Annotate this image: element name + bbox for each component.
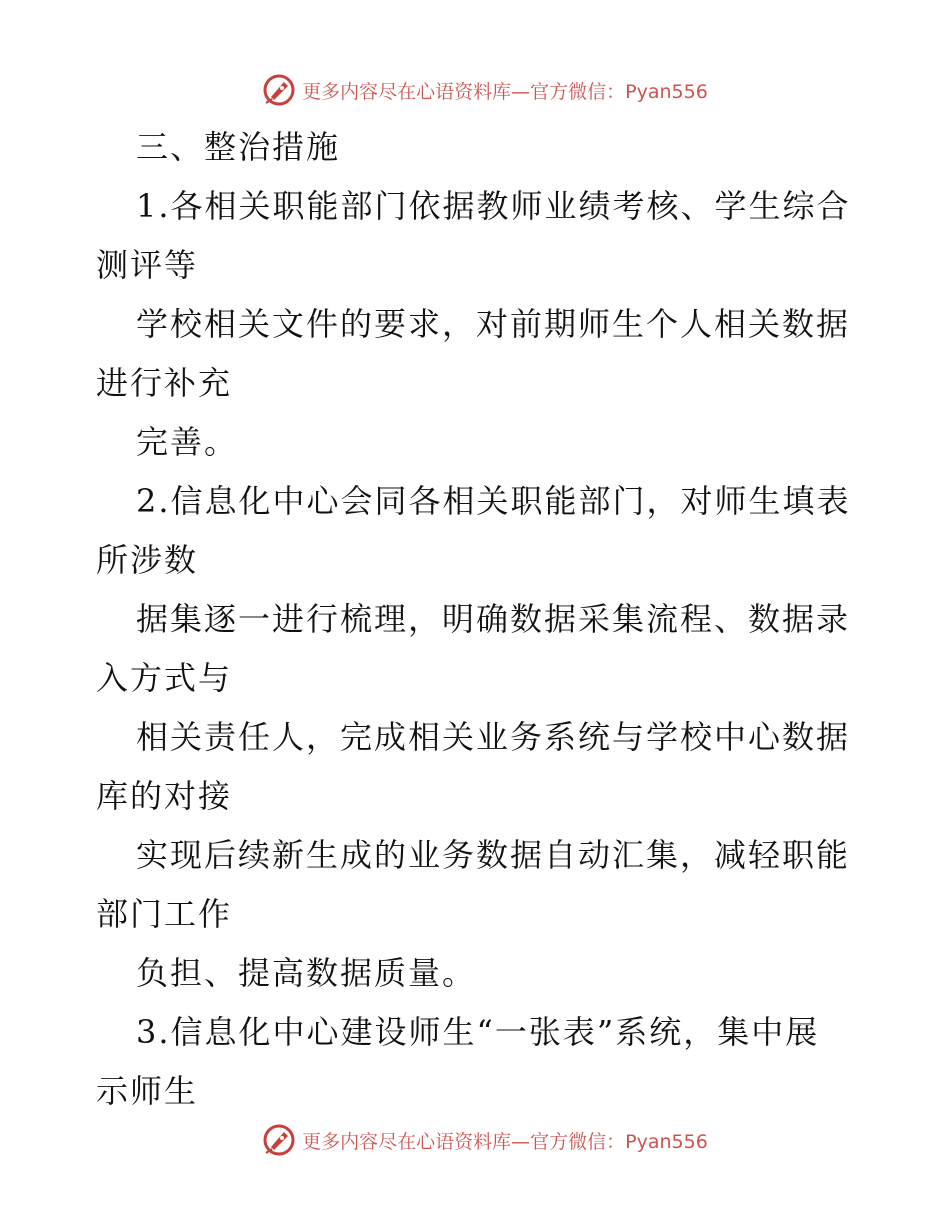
document-line: 测评等 [96, 246, 199, 284]
pen-nib-logo-icon [262, 1123, 296, 1157]
document-line: 部门工作 [96, 895, 233, 933]
document-line: 入方式与 [96, 659, 233, 697]
document-line: 示师生 [96, 1072, 199, 1110]
document-line: 负担、提高数据质量。 [136, 954, 477, 992]
document-line: 相关责任人，完成相关业务系统与学校中心数据 [136, 718, 851, 756]
document-line: 据集逐一进行梳理，明确数据采集流程、数据录 [136, 600, 851, 638]
document-line: 完善。 [136, 423, 239, 461]
header-watermark-inner [262, 73, 708, 107]
document-line: 所涉数 [96, 541, 199, 579]
footer-watermark [0, 1120, 950, 1160]
document-line: 三、整治措施 [136, 128, 341, 166]
document-line: 学校相关文件的要求，对前期师生个人相关数据 [136, 305, 851, 343]
watermark-text: 更多内容尽在心语资料库—官方微信：Pyan556 [302, 80, 708, 103]
pen-nib-logo-icon [262, 73, 296, 107]
watermark-text: 更多内容尽在心语资料库—官方微信：Pyan556 [302, 1130, 708, 1153]
document-body [96, 118, 856, 1121]
document-line: 进行补充 [96, 364, 233, 402]
document-line: 1.各相关职能部门依据教师业绩考核、学生综合 [136, 187, 851, 225]
document-line: 实现后续新生成的业务数据自动汇集，减轻职能 [136, 836, 851, 874]
header-watermark [0, 70, 950, 110]
document-line: 2.信息化中心会同各相关职能部门，对师生填表 [136, 482, 851, 520]
document-line: 3.信息化中心建设师生“一张表”系统，集中展 [136, 1013, 820, 1051]
footer-watermark-inner [262, 1123, 708, 1157]
document-line: 库的对接 [96, 777, 233, 815]
